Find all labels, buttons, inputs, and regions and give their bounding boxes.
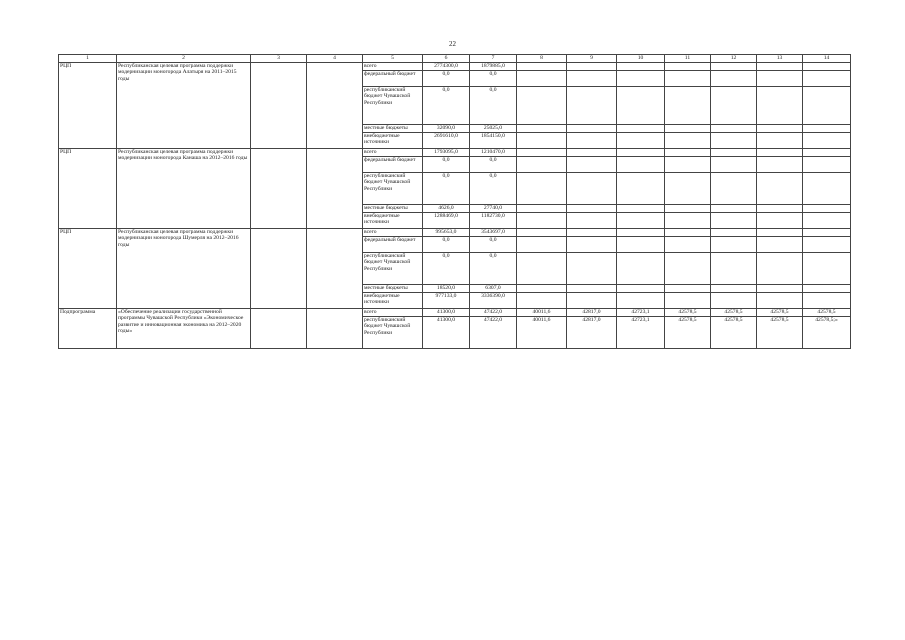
value-col13: [757, 285, 803, 293]
value-col6: 32090,0: [423, 125, 470, 133]
value-col13: [757, 205, 803, 213]
column-header-13: 13: [757, 55, 803, 63]
column-header-11: 11: [665, 55, 711, 63]
value-col12: [711, 237, 757, 253]
value-col6: 0,0: [423, 173, 470, 205]
value-col7: 0,0: [470, 173, 517, 205]
program-name: Республиканская целевая программа поддержки модернизации моногорода Алатыря на 2011–2015 годы: [117, 63, 251, 149]
value-col10: [617, 87, 665, 125]
value-col9: [567, 173, 617, 205]
budget-table: [58, 54, 851, 349]
value-col7: 0,0: [470, 253, 517, 285]
value-col6: 2691610,0: [423, 133, 470, 149]
value-col10: 42723,1: [617, 317, 665, 349]
value-col11: [665, 237, 711, 253]
value-col11: [665, 133, 711, 149]
value-col13: [757, 213, 803, 229]
value-col12: 42578,5: [711, 309, 757, 317]
value-col9: [567, 293, 617, 309]
value-col10: [617, 205, 665, 213]
table-row: [59, 149, 851, 157]
program-name: «Обеспечение реализации государственной программы Чувашской Республики «Экономическое развитие и инновационная экономика на 2012–2020 годы»: [117, 309, 251, 349]
value-col6: 1288469,0: [423, 213, 470, 229]
value-col11: [665, 71, 711, 87]
value-col11: [665, 213, 711, 229]
value-col9: [567, 125, 617, 133]
funding-source: всего: [363, 63, 423, 71]
funding-source: внебюджетные источники: [363, 293, 423, 309]
value-col13: [757, 63, 803, 71]
column-header-2: 2: [117, 55, 251, 63]
empty-cell-col3: [251, 229, 307, 309]
value-col7: 1210470,0: [470, 149, 517, 157]
value-col10: 42723,1: [617, 309, 665, 317]
value-col9: [567, 71, 617, 87]
value-col9: [567, 213, 617, 229]
empty-cell-col4: [307, 229, 363, 309]
value-col12: [711, 149, 757, 157]
value-col6: 0,0: [423, 87, 470, 125]
value-col7: 3336390,0: [470, 293, 517, 309]
value-col14: 42578,5;»: [803, 317, 851, 349]
value-col14: [803, 157, 851, 173]
value-col6: 2774300,0: [423, 63, 470, 71]
column-header-7: 7: [470, 55, 517, 63]
value-col6: 0,0: [423, 71, 470, 87]
value-col12: [711, 173, 757, 205]
value-col8: [517, 71, 567, 87]
column-header-9: 9: [567, 55, 617, 63]
program-name: Республиканская целевая программа поддержки модернизации моногорода Шумерля на 2012–2016 годы: [117, 229, 251, 309]
value-col9: 42817,0: [567, 317, 617, 349]
column-header-14: 14: [803, 55, 851, 63]
page-number: 22: [449, 40, 456, 48]
column-header-1: 1: [59, 55, 117, 63]
value-col6: 41300,0: [423, 309, 470, 317]
empty-cell-col4: [307, 309, 363, 349]
funding-source: местные бюджеты: [363, 285, 423, 293]
value-col10: [617, 71, 665, 87]
value-col10: [617, 133, 665, 149]
value-col13: [757, 149, 803, 157]
value-col13: 42578,5: [757, 309, 803, 317]
value-col10: [617, 237, 665, 253]
value-col6: 0,0: [423, 237, 470, 253]
column-header-3: 3: [251, 55, 307, 63]
value-col14: [803, 63, 851, 71]
value-col8: [517, 149, 567, 157]
value-col11: [665, 63, 711, 71]
column-header-12: 12: [711, 55, 757, 63]
funding-source: внебюджетные источники: [363, 213, 423, 229]
value-col11: [665, 149, 711, 157]
value-col8: [517, 205, 567, 213]
value-col13: [757, 293, 803, 309]
value-col10: [617, 149, 665, 157]
value-col6: 977133,0: [423, 293, 470, 309]
table-row: [59, 309, 851, 317]
value-col13: [757, 229, 803, 237]
value-col10: [617, 125, 665, 133]
funding-source: всего: [363, 309, 423, 317]
value-col8: [517, 63, 567, 71]
value-col9: 42817,0: [567, 309, 617, 317]
value-col13: 42578,5: [757, 317, 803, 349]
value-col8: [517, 293, 567, 309]
funding-source: всего: [363, 149, 423, 157]
value-col9: [567, 157, 617, 173]
value-col12: [711, 213, 757, 229]
value-col14: [803, 173, 851, 205]
value-col7: 1182730,0: [470, 213, 517, 229]
value-col7: 3543697,0: [470, 229, 517, 237]
value-col8: [517, 87, 567, 125]
value-col11: [665, 253, 711, 285]
value-col8: 40011,6: [517, 317, 567, 349]
value-col9: [567, 63, 617, 71]
value-col7: 27740,0: [470, 205, 517, 213]
empty-cell-col4: [307, 63, 363, 149]
funding-source: республиканский бюджет Чувашской Республики: [363, 173, 423, 205]
value-col11: [665, 87, 711, 125]
funding-source: республиканский бюджет Чувашской Республики: [363, 253, 423, 285]
value-col8: [517, 229, 567, 237]
column-header-4: 4: [307, 55, 363, 63]
program-code: РЦП: [59, 149, 117, 229]
value-col14: [803, 133, 851, 149]
value-col12: [711, 253, 757, 285]
value-col10: [617, 157, 665, 173]
value-col6: 0,0: [423, 157, 470, 173]
value-col8: [517, 237, 567, 253]
value-col14: [803, 229, 851, 237]
value-col9: [567, 285, 617, 293]
empty-cell-col3: [251, 309, 307, 349]
value-col8: [517, 173, 567, 205]
value-col12: [711, 205, 757, 213]
value-col14: [803, 149, 851, 157]
value-col6: 18520,0: [423, 285, 470, 293]
table-row: [59, 229, 851, 237]
value-col7: 0,0: [470, 71, 517, 87]
funding-source: федеральный бюджет: [363, 71, 423, 87]
funding-source: местные бюджеты: [363, 205, 423, 213]
value-col14: [803, 205, 851, 213]
value-col7: 0,0: [470, 87, 517, 125]
value-col8: [517, 157, 567, 173]
column-header-8: 8: [517, 55, 567, 63]
value-col7: 47422,0: [470, 317, 517, 349]
funding-source: республиканский бюджет Чувашской Республики: [363, 87, 423, 125]
value-col11: [665, 157, 711, 173]
value-col6: 995653,0: [423, 229, 470, 237]
value-col13: [757, 157, 803, 173]
value-col7: 6307,0: [470, 285, 517, 293]
value-col13: [757, 237, 803, 253]
value-col8: 40011,6: [517, 309, 567, 317]
value-col10: [617, 213, 665, 229]
value-col9: [567, 237, 617, 253]
value-col7: 0,0: [470, 237, 517, 253]
value-col12: [711, 293, 757, 309]
program-code: Подпрограмма: [59, 309, 117, 349]
value-col8: [517, 125, 567, 133]
funding-source: федеральный бюджет: [363, 157, 423, 173]
empty-cell-col3: [251, 63, 307, 149]
value-col11: [665, 205, 711, 213]
value-col12: [711, 229, 757, 237]
value-col13: [757, 87, 803, 125]
value-col12: [711, 125, 757, 133]
value-col12: 42578,5: [711, 317, 757, 349]
funding-source: всего: [363, 229, 423, 237]
value-col8: [517, 213, 567, 229]
column-header-row: [59, 55, 851, 63]
value-col14: [803, 213, 851, 229]
value-col7: 1854150,0: [470, 133, 517, 149]
value-col8: [517, 253, 567, 285]
value-col14: [803, 71, 851, 87]
value-col8: [517, 133, 567, 149]
table-row: [59, 63, 851, 71]
value-col11: [665, 125, 711, 133]
value-col12: [711, 157, 757, 173]
value-col6: 41300,0: [423, 317, 470, 349]
value-col9: [567, 133, 617, 149]
table-body: [59, 63, 851, 349]
empty-cell-col4: [307, 149, 363, 229]
program-code: РЦП: [59, 63, 117, 149]
value-col10: [617, 173, 665, 205]
program-code: РЦП: [59, 229, 117, 309]
value-col12: [711, 285, 757, 293]
value-col13: [757, 71, 803, 87]
value-col12: [711, 133, 757, 149]
funding-source: внебюджетные источники: [363, 133, 423, 149]
value-col9: [567, 229, 617, 237]
value-col10: [617, 285, 665, 293]
value-col10: [617, 253, 665, 285]
value-col14: [803, 293, 851, 309]
value-col9: [567, 253, 617, 285]
value-col14: [803, 237, 851, 253]
value-col12: [711, 63, 757, 71]
value-col13: [757, 173, 803, 205]
value-col14: [803, 125, 851, 133]
value-col11: 42578,5: [665, 309, 711, 317]
value-col9: [567, 149, 617, 157]
value-col14: [803, 253, 851, 285]
funding-source: республиканский бюджет Чувашской Республики: [363, 317, 423, 349]
funding-source: местные бюджеты: [363, 125, 423, 133]
value-col13: [757, 253, 803, 285]
funding-source: федеральный бюджет: [363, 237, 423, 253]
empty-cell-col3: [251, 149, 307, 229]
value-col12: [711, 71, 757, 87]
value-col13: [757, 133, 803, 149]
value-col7: 0,0: [470, 157, 517, 173]
value-col7: 25025,0: [470, 125, 517, 133]
value-col9: [567, 205, 617, 213]
value-col14: [803, 285, 851, 293]
value-col7: 47422,0: [470, 309, 517, 317]
value-col11: 42578,5: [665, 317, 711, 349]
value-col6: 4626,0: [423, 205, 470, 213]
value-col8: [517, 285, 567, 293]
program-name: Республиканская целевая программа поддержки модернизации моногорода Канаша на 2012–2016 годы: [117, 149, 251, 229]
value-col10: [617, 229, 665, 237]
value-col10: [617, 293, 665, 309]
value-col6: 1793095,0: [423, 149, 470, 157]
value-col11: [665, 293, 711, 309]
value-col9: [567, 87, 617, 125]
column-header-5: 5: [363, 55, 423, 63]
value-col6: 0,0: [423, 253, 470, 285]
column-header-10: 10: [617, 55, 665, 63]
value-col13: [757, 125, 803, 133]
value-col14: 42578,5: [803, 309, 851, 317]
value-col11: [665, 229, 711, 237]
value-col11: [665, 173, 711, 205]
column-header-6: 6: [423, 55, 470, 63]
value-col14: [803, 87, 851, 125]
value-col11: [665, 285, 711, 293]
value-col12: [711, 87, 757, 125]
value-col10: [617, 63, 665, 71]
value-col7: 1879885,0: [470, 63, 517, 71]
